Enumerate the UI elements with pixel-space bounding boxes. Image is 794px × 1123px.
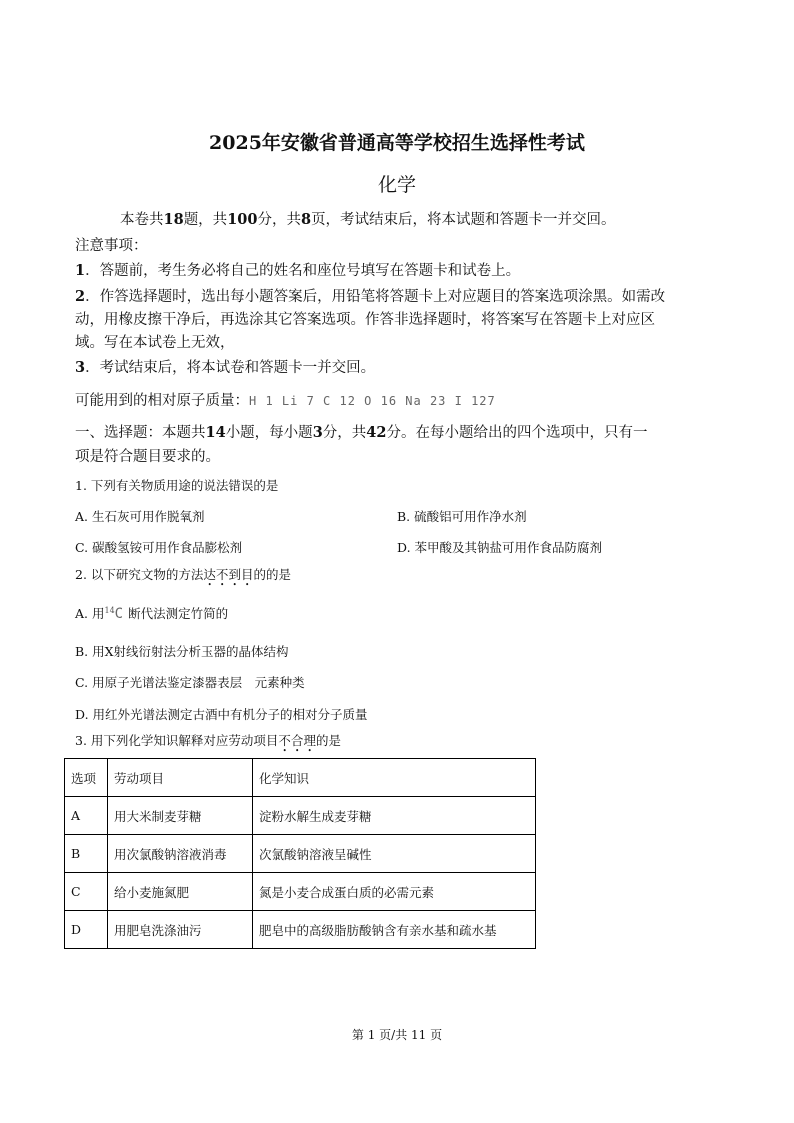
exam-title: 2025年安徽省普通高等学校招生选择性考试 [209,132,585,154]
note-1: 1．答题前，考生务必将自己的姓名和座位号填写在答题卡和试卷上。 [75,262,521,279]
q3-table [64,758,536,949]
atomic-mass-values: H 1 Li 7 C 12 O 16 Na 23 I 127 [249,394,496,408]
table-cell: C [65,873,108,911]
table-cell: 次氯酸钠溶液呈碱性 [253,835,536,873]
table-cell: D [65,911,108,949]
table-cell: 给小麦施氮肥 [108,873,253,911]
atomic-mass-line: 可能用到的相对原子质量：H 1 Li 7 C 12 O 16 Na 23 I 127 [75,393,496,409]
q1-option-d: D. 苯甲酸及其钠盐可用作食品防腐剂 [397,540,603,555]
table-row [65,873,536,911]
q2-option-b: B. 用X射线衍射法分析玉器的晶体结构 [75,644,289,659]
q2-option-d: D. 用红外光谱法测定古酒中有机分子的相对分子质量 [75,707,368,722]
table-cell: 用大米制麦芽糖 [108,797,253,835]
table-cell: A [65,797,108,835]
table-cell: 淀粉水解生成麦芽糖 [253,797,536,835]
q2-option-c: C. 用原子光谱法鉴定漆器表层 元素种类 [75,675,305,690]
subject-title: 化学 [377,174,416,196]
q1-option-b: B. 硫酸铝可用作净水剂 [397,509,527,524]
notes-header: 注意事项： [75,238,148,254]
note-2-cont2: 域。写在本试卷上无效， [75,335,235,351]
table-row [65,835,536,873]
table-cell: B [65,835,108,873]
q2-stem: 2. 以下研究文物的方法达不到目的的是 [75,567,291,582]
table-header-cell: 劳动项目 [108,759,253,797]
table-cell: 用肥皂洗涤油污 [108,911,253,949]
table-cell: 氮是小麦合成蛋白质的必需元素 [253,873,536,911]
q2-option-a: A. 用$^{14}$C 断代法测定竹简的 [75,605,229,622]
q1-stem: 1. 下列有关物质用途的说法错误的是 [75,478,279,493]
note-2-cont1: 动，用橡皮擦干净后，再选涂其它答案选项。作答非选择题时，将答案写在答题卡上对应区 [75,312,655,328]
table-cell: 用次氯酸钠溶液消毒 [108,835,253,873]
table-row [65,797,536,835]
q1-option-a: A. 生石灰可用作脱氧剂 [75,509,205,524]
q3-stem: 3. 用下列化学知识解释对应劳动项目不合理的是 [75,733,341,748]
note-3: 3．考试结束后，将本试卷和答题卡一并交回。 [75,359,376,376]
section-1-heading-cont: 项是符合题目要求的。 [75,449,220,465]
intro-text: 本卷共18题，共100分，共8页，考试结束后，将本试题和答题卡一并交回。 [120,211,616,228]
table-header-row [65,759,536,797]
page-footer: 第 1 页/共 11 页 [351,1028,443,1042]
table-cell: 肥皂中的高级脂肪酸钠含有亲水基和疏水基 [253,911,536,949]
section-1-heading: 一、选择题：本题共14小题，每小题3分，共42分。在每小题给出的四个选项中，只有一 [75,424,648,441]
table-header-cell: 选项 [65,759,108,797]
table-header-cell: 化学知识 [253,759,536,797]
q1-option-c: C. 碳酸氢铵可用作食品膨松剂 [75,540,243,555]
table-row [65,911,536,949]
note-2: 2．作答选择题时，选出每小题答案后，用铅笔将答题卡上对应题目的答案选项涂黑。如需改 [75,288,666,305]
